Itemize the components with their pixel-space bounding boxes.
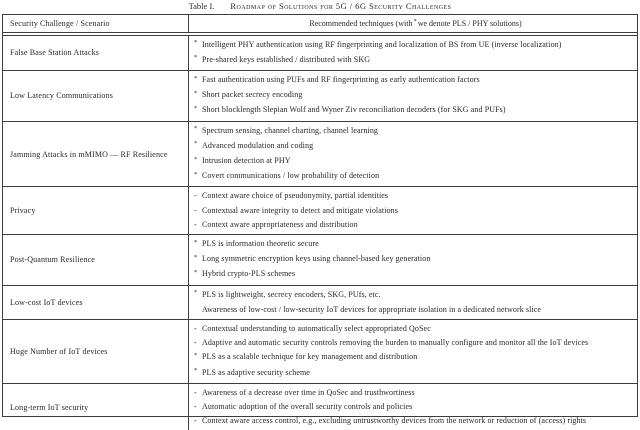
technique-text: Short blocklength Slepian Wolf and Wyner Ziv reconciliation decoders (for SKG and PUFs) — [202, 105, 506, 115]
roadmap-table — [2, 14, 638, 426]
technique-item — [194, 237, 637, 252]
technique-item — [194, 303, 637, 317]
header-techniques-column — [188, 15, 637, 32]
pls-star-marker: * — [194, 125, 198, 133]
dash-marker: - — [194, 191, 197, 201]
technique-text: Pre-shared keys established / distributed with SKG — [202, 54, 371, 64]
techniques-cell — [188, 36, 637, 70]
technique-item — [194, 88, 637, 103]
table-row — [3, 383, 637, 430]
challenge-label: Low-cost IoT devices — [10, 297, 83, 307]
pls-star-marker: * — [194, 238, 198, 246]
technique-text: Automatic adoption of the overall security controls and policies — [202, 402, 413, 412]
technique-text: Long symmetric encryption keys using channel-based key generation — [202, 254, 431, 264]
technique-text: PLS as adaptive security scheme — [202, 367, 310, 377]
table-row — [3, 70, 637, 121]
table-row — [3, 186, 637, 234]
header-techniques-pre: Recommended techniques (with — [309, 19, 413, 28]
techniques-cell — [188, 320, 637, 383]
technique-item — [194, 169, 637, 184]
technique-text: Spectrum sensing, channel charting, channel learning — [202, 125, 379, 135]
technique-item — [194, 336, 637, 350]
pls-star-marker: * — [194, 54, 198, 62]
technique-text: Intrusion detection at PHY — [202, 156, 291, 166]
pls-star-marker: * — [194, 170, 198, 178]
technique-item — [194, 139, 637, 154]
technique-text: Awareness of a decrease over time in QoSec and trusthwortiness — [202, 387, 415, 397]
pls-star-marker: * — [194, 367, 198, 375]
techniques-cell — [188, 384, 637, 430]
dash-marker: - — [194, 416, 197, 426]
challenge-label: Huge Number of IoT devices — [10, 346, 108, 356]
pls-star-marker: * — [413, 17, 417, 25]
dash-marker: - — [194, 387, 197, 397]
header-techniques-post: we denote PLS / PHY solutions) — [417, 19, 522, 28]
technique-item — [194, 73, 637, 88]
technique-item — [194, 252, 637, 267]
table-caption-text: Roadmap of Solutions for 5G / 6G Security Challenges — [230, 1, 452, 11]
technique-item — [194, 189, 637, 203]
technique-text: Adaptive and automatic security controls removing the burden to manually configure and monitor all the IoT devices — [202, 338, 589, 348]
technique-item — [194, 204, 637, 218]
table-row — [3, 285, 637, 319]
dash-marker: - — [194, 402, 197, 412]
pls-star-marker: * — [194, 155, 198, 163]
technique-item — [194, 103, 637, 118]
technique-item — [194, 267, 637, 282]
dash-marker: - — [194, 205, 197, 215]
technique-text: Short packet secrecy encoding — [202, 90, 303, 100]
pls-star-marker: * — [194, 253, 198, 261]
techniques-cell — [188, 286, 637, 319]
technique-item — [194, 414, 637, 428]
technique-text: Context aware choice of pseudonymity, partial identities — [202, 191, 389, 201]
dash-marker: - — [194, 324, 197, 334]
table-row — [3, 234, 637, 285]
technique-item — [194, 38, 637, 53]
table-row — [3, 319, 637, 383]
table-header-row — [3, 15, 637, 32]
challenge-label: False Base Station Attacks — [10, 48, 100, 58]
technique-text: Hybrid crypto-PLS schemes — [202, 269, 296, 279]
technique-item — [194, 288, 637, 303]
table-body — [3, 36, 637, 430]
pls-star-marker: * — [194, 39, 198, 47]
technique-text: Context aware access control, e.g., excluding untrustworthy devices from the network or reduction of (access) rights — [202, 416, 587, 426]
header-challenge-column: Security Challenge / Scenario — [10, 19, 110, 28]
technique-item — [194, 124, 637, 139]
challenge-label: Low Latency Communications — [10, 91, 113, 101]
technique-text: Contextual understanding to automatically select appropriated QoSec — [202, 324, 431, 334]
technique-text: Context aware appropriateness and distribution — [202, 219, 358, 229]
technique-item — [194, 366, 637, 381]
table-number-label: Table I. — [188, 1, 215, 11]
techniques-cell — [188, 122, 637, 187]
techniques-cell — [188, 187, 637, 234]
pls-star-marker: * — [194, 289, 198, 297]
technique-item — [194, 218, 637, 232]
dash-marker: - — [194, 338, 197, 348]
table-row — [3, 36, 637, 70]
technique-item — [194, 400, 637, 414]
technique-text: PLS is lightweight, secrecy encoders, SKG, PUfs, etc. — [202, 289, 381, 299]
pls-star-marker: * — [194, 89, 198, 97]
technique-text: Intelligent PHY authentication using RF fingerprinting and localization of BS from UE (inverse localization) — [202, 39, 562, 49]
pls-star-marker: * — [194, 74, 198, 82]
challenge-label: Jamming Attacks in mMIMO — RF Resilience — [10, 149, 168, 159]
pls-star-marker: * — [194, 104, 198, 112]
technique-text: PLS is information theoretic secure — [202, 239, 319, 249]
technique-item — [194, 386, 637, 400]
technique-item — [194, 322, 637, 336]
pls-star-marker: * — [194, 268, 198, 276]
technique-text: PLS as a scalable technique for key management and distribution — [202, 352, 418, 362]
technique-item — [194, 53, 637, 68]
challenge-label: Privacy — [10, 206, 36, 216]
technique-text: Awareness of low-cost / low-security IoT devices for appropriate isolation in a dedicated network slice — [202, 304, 542, 314]
dash-marker: - — [194, 219, 197, 229]
pls-star-marker: * — [194, 140, 198, 148]
challenge-label: Post-Quantum Resilience — [10, 255, 95, 265]
technique-text: Advanced modulation and coding — [202, 140, 314, 150]
technique-text: Contextual aware integrity to detect and mitigate violations — [202, 205, 398, 215]
pls-star-marker: * — [194, 351, 198, 359]
technique-item — [194, 350, 637, 365]
technique-text: Covert communications / low probability of detection — [202, 171, 380, 181]
technique-item — [194, 154, 637, 169]
techniques-cell — [188, 71, 637, 121]
techniques-cell — [188, 235, 637, 285]
table-row — [3, 121, 637, 187]
table-caption — [0, 1, 640, 11]
challenge-label: Long-term IoT security — [10, 402, 89, 412]
technique-text: Fast authentication using PUFs and RF fingerprinting as early authentication factors — [202, 75, 480, 84]
